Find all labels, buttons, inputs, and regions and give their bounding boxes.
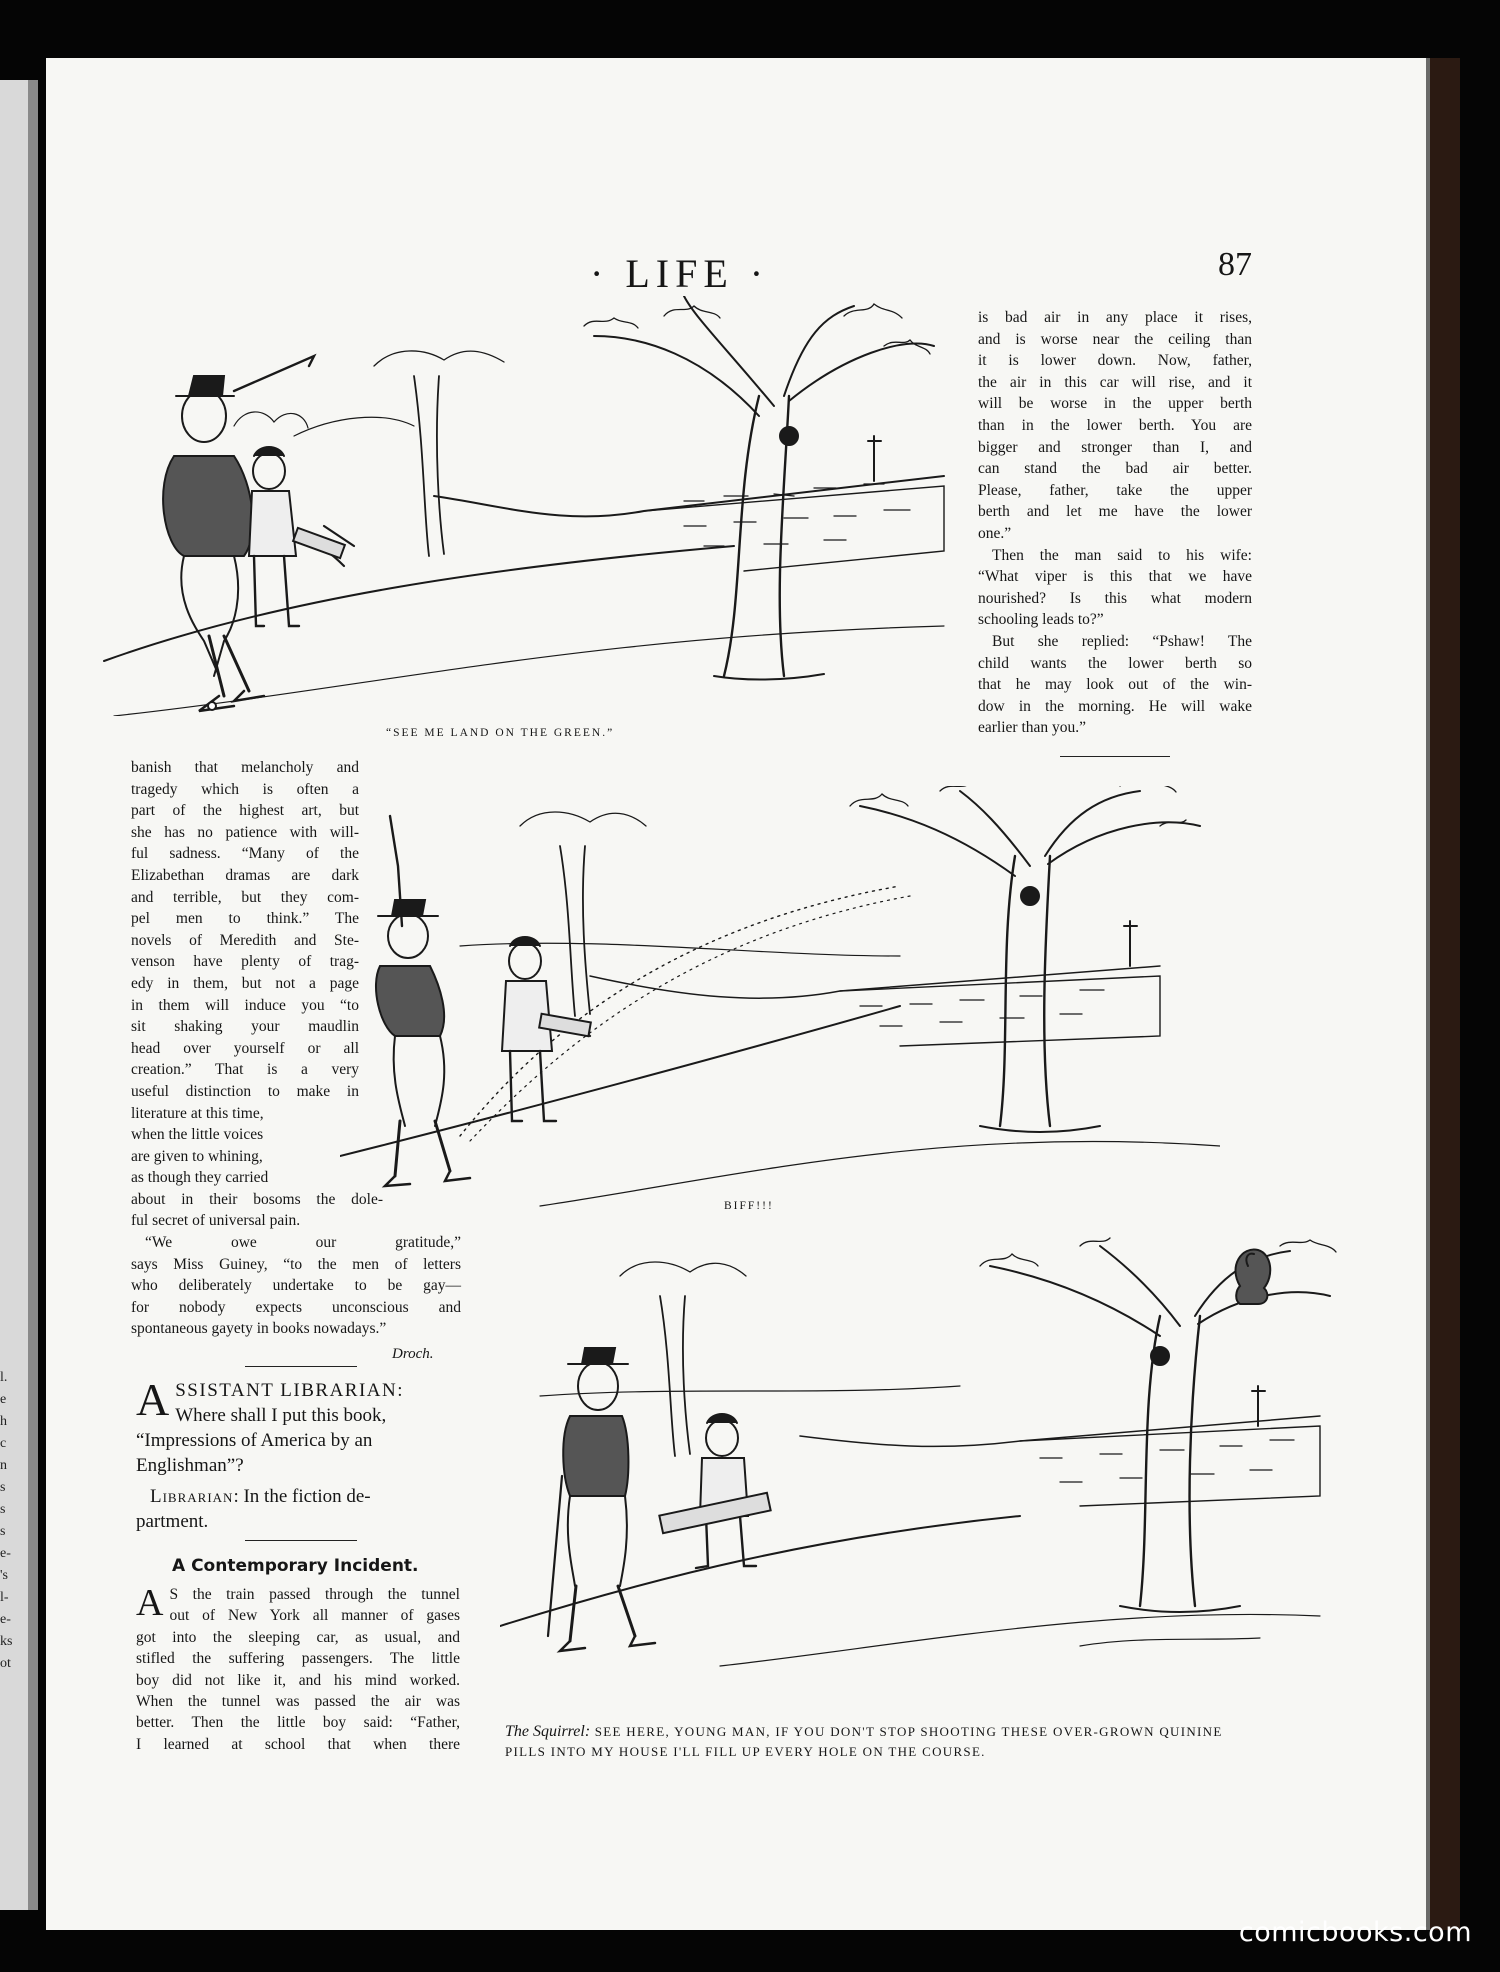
right-column-line: can stand the bad air better.: [978, 460, 1252, 478]
essay-line: part of the highest art, but: [131, 802, 359, 820]
cartoon-1-caption: “SEE ME LAND ON THE GREEN.”: [386, 727, 615, 739]
librarian-line-3: “Impressions of America by an: [136, 1430, 373, 1451]
previous-page-fragment: s: [0, 1502, 6, 1517]
cartoon-golfer-biff-illustration: [340, 786, 1220, 1226]
right-column-line: dow in the morning. He will wake: [978, 697, 1252, 715]
incident-dropcap: A: [136, 1582, 164, 1624]
right-column-line: bigger and stronger than I, and: [978, 438, 1252, 456]
cartoon-golfer-swing-illustration: [84, 296, 964, 716]
running-head: · LIFE ·: [590, 251, 770, 296]
essay-line: are given to whining,: [131, 1147, 263, 1165]
essay-line: ful sadness. “Many of the: [131, 845, 359, 863]
essay-line: and terrible, but they com-: [131, 888, 359, 906]
previous-page-fragment: e-: [0, 1612, 11, 1627]
right-column-line: berth and let me have the lower: [978, 503, 1252, 521]
incident-line: better. Then the little boy said: “Father,: [136, 1714, 460, 1732]
watermark: comicbooks.com: [1238, 1917, 1472, 1948]
right-text-column: [978, 307, 1252, 739]
incident-line: stifled the suffering passengers. The little: [136, 1650, 460, 1668]
essay-line: head over yourself or all: [131, 1039, 359, 1057]
incident-line: S the train passed through the tunnel: [169, 1586, 460, 1603]
librarian-line-2: Where shall I put this book,: [175, 1405, 387, 1426]
essay-line: venson have plenty of trag-: [131, 953, 359, 971]
essay-line: for nobody expects unconscious and: [131, 1298, 461, 1316]
essay-line: edy in them, but not a page: [131, 974, 359, 992]
incident-line: out of New York all manner of gases: [169, 1607, 460, 1625]
previous-page-fragment: s: [0, 1480, 6, 1495]
librarian-line-4: Englishman”?: [136, 1455, 244, 1476]
previous-page-fragment: h: [0, 1414, 7, 1429]
previous-page-fragment: ot: [0, 1656, 11, 1671]
incident-line: I learned at school that when there: [136, 1735, 460, 1753]
column-rule-left-1: [245, 1366, 357, 1367]
book-binding: [1430, 58, 1460, 1930]
essay-line: “We owe our gratitude,”: [145, 1234, 461, 1252]
column-rule-right: [1060, 756, 1170, 757]
right-column-line: “What viper is this that we have: [978, 568, 1252, 586]
previous-page-fragment: e: [0, 1392, 7, 1407]
incident-text: [136, 1584, 460, 1755]
essay-line: she has no patience with will-: [131, 823, 359, 841]
previous-page-fragment: l.: [0, 1370, 8, 1385]
essay-line: novels of Meredith and Ste-: [131, 931, 359, 949]
librarian-dropcap: A: [136, 1374, 170, 1425]
incident-line: When the tunnel was passed the air was: [136, 1693, 460, 1711]
essay-line: banish that melancholy and: [131, 759, 359, 776]
right-column-line: Please, father, take the upper: [978, 481, 1252, 499]
incident-heading: A Contemporary Incident.: [172, 1556, 419, 1576]
caption-text: SEE HERE, YOUNG MAN, IF YOU DON'T STOP SHOOTING THESE OVER-GROWN QUININE PILLS INTO MY HOUSE I'LL FILL UP EVERY HOLE ON THE COURSE.: [505, 1724, 1223, 1759]
essay-line: literature at this time,: [131, 1104, 264, 1122]
essay-line: sit shaking your maudlin: [131, 1018, 359, 1036]
essay-line: as though they carried: [131, 1169, 269, 1187]
right-column-line: that he may look out of the win-: [978, 676, 1252, 694]
librarian-line-5: : In the fiction de-: [233, 1486, 371, 1507]
incident-lines: [136, 1584, 460, 1755]
essay-line: when the little voices: [131, 1126, 264, 1144]
column-rule-left-2: [245, 1540, 357, 1541]
previous-page-fragment: 's: [0, 1568, 8, 1583]
essay-line: creation.” That is a very: [131, 1061, 359, 1079]
librarian-line-1: SSISTANT LIBRARIAN:: [175, 1380, 405, 1401]
right-column-line: than in the lower berth. You are: [978, 416, 1252, 434]
cartoon-squirrel-scolding-illustration: [500, 1236, 1340, 1676]
essay-line: tragedy which is often a: [131, 780, 359, 798]
previous-page-fragment: c: [0, 1436, 7, 1451]
cartoon-3-caption: [505, 1722, 1261, 1762]
right-column-line: schooling leads to?”: [978, 611, 1104, 629]
right-column-line: it is lower down. Now, father,: [978, 352, 1252, 370]
right-column-line: is bad air in any place it rises,: [978, 309, 1252, 326]
essay-line: who deliberately undertake to be gay—: [131, 1277, 461, 1295]
cartoon-2-caption: BIFF!!!: [724, 1200, 774, 1212]
incident-line: boy did not like it, and his mind worked.: [136, 1671, 460, 1689]
right-column-line: But she replied: “Pshaw! The: [992, 632, 1252, 650]
right-column-line: child wants the lower berth so: [978, 654, 1252, 672]
previous-page-fragment: s: [0, 1524, 6, 1539]
right-column-line: and is worse near the ceiling than: [978, 330, 1252, 348]
essay-signature: Droch.: [392, 1346, 434, 1362]
previous-page-fragment: n: [0, 1458, 7, 1473]
essay-line: in them will induce you “to: [131, 996, 359, 1014]
right-column-line: one.”: [978, 524, 1012, 542]
essay-line: ful secret of universal pain.: [131, 1212, 301, 1230]
incident-line: got into the sleeping car, as usual, and: [136, 1628, 460, 1646]
essay-line: Elizabethan dramas are dark: [131, 866, 359, 884]
right-column-line: nourished? Is this what modern: [978, 589, 1252, 607]
librarian-line-6: partment.: [136, 1511, 209, 1532]
gutter-shadow: [28, 80, 38, 1910]
caption-speaker: The Squirrel:: [505, 1723, 591, 1740]
right-column-line: earlier than you.”: [978, 719, 1087, 737]
previous-page-fragment: e-: [0, 1546, 11, 1561]
librarian-label: Librarian: [150, 1486, 234, 1507]
librarian-joke: [136, 1374, 460, 1534]
essay-line: pel men to think.” The: [131, 910, 359, 928]
previous-page-fragment: ks: [0, 1634, 13, 1649]
right-column-line: Then the man said to his wife:: [992, 546, 1252, 564]
previous-page-fragment: l-: [0, 1590, 9, 1605]
essay-line: says Miss Guiney, “to the men of letters: [131, 1255, 461, 1273]
page-number: 87: [1218, 246, 1252, 283]
right-column-line: will be worse in the upper berth: [978, 395, 1252, 413]
essay-line: useful distinction to make in: [131, 1082, 359, 1100]
right-column-line: the air in this car will rise, and it: [978, 373, 1252, 391]
left-essay-column: [131, 757, 461, 1340]
essay-line: about in their bosoms the dole-: [131, 1190, 383, 1208]
essay-line: spontaneous gayety in books nowadays.”: [131, 1320, 387, 1338]
